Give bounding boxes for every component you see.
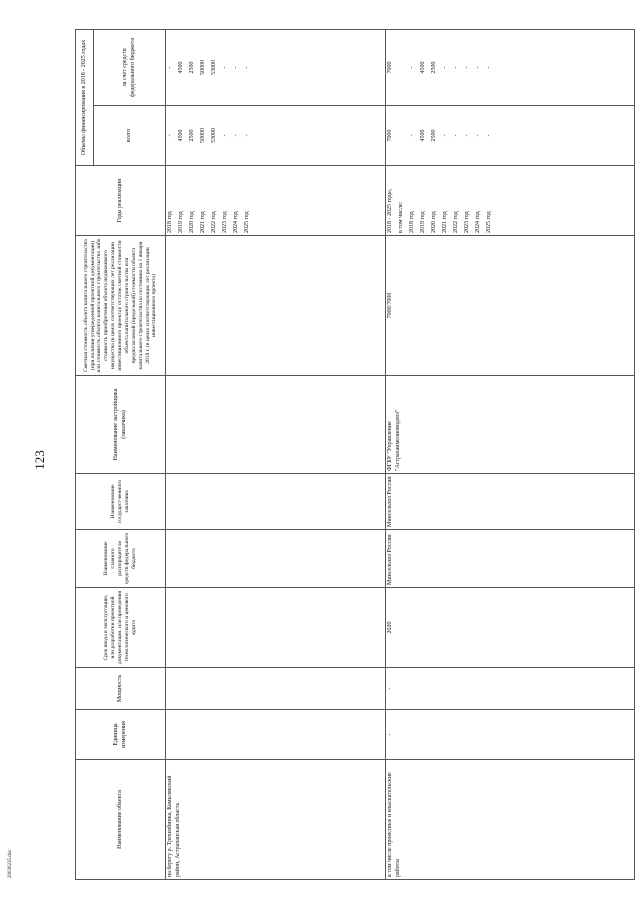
row2-federal: 7000 - 4500 2500 - - - - - — [386, 29, 635, 105]
rotated-table-stage — [75, 30, 635, 880]
row2-state-customer: Минсельхоз России — [386, 474, 635, 530]
row2-years: 2018 - 2025 годы, в том числе: 2018 год 2019 год 2020 год 2021 год 2022 год 2023 год 2024 год 2025 год — [386, 166, 635, 236]
row2-developer: ФГБУ "Управление "Астраханмелиоводхоз" — [386, 376, 635, 474]
row1-name: на берегу р. Трехизбинка, Камызякский район, Астраханская область — [166, 760, 386, 880]
header-estimated-cost: Сметная стоимость объекта капитального строительства (при наличии утвержденной проектной документации) или стоимость объекта капитального строительства либо стоимость приобретения объекта недвижимого имущества (в ценах соответствующих лет реализации инвестиционного проекта)/ остаток сметной стоимости объекта капитального строительства или предполагаемой (предельной) стоимости объекта капитального строительства по состоянию на 1 января 2018 г. (в ценах соответствующих лет реализации инвестиционного проекта) — [76, 236, 166, 376]
header-total: всего — [94, 106, 166, 166]
header-main-manager: Наименование главного распорядителя средств федерального бюджета — [76, 530, 166, 588]
row2-commissioning: 2020 — [386, 588, 635, 668]
row2-main-manager: Минсельхоз России — [386, 530, 635, 588]
header-capacity: Мощность — [76, 668, 166, 710]
investment-table — [75, 29, 635, 880]
header-years: Годы реализации — [76, 166, 166, 236]
header-financing: Объемы финансирования в 2018 - 2025 годах — [76, 29, 94, 165]
header-state-customer: Наименование государст-венного заказчика — [76, 474, 166, 530]
row1-years: 2018 год 2019 год 2020 год 2021 год 2022 год 2023 год 2024 год 2025 год — [166, 166, 386, 236]
header-name: Наименование объекта — [76, 760, 166, 880]
row2-capacity: - — [386, 668, 635, 710]
page-number: 123 — [31, 450, 47, 470]
row2-total: 7000 - 4500 2500 - - - - - — [386, 106, 635, 166]
header-commissioning: Срок ввода в эксплуатацию, или разработки проектной документации, или проведения технологического и ценового аудита — [76, 588, 166, 668]
header-developer: Наименование застройщика (заказчика) — [76, 376, 166, 474]
table-row — [386, 29, 635, 879]
row1-total: - 4500 2500 50000 53000 - - - — [166, 106, 386, 166]
row2-unit: - — [386, 710, 635, 760]
document-footer: 20030235.doc — [8, 849, 13, 878]
row1-federal: - 4500 2500 50000 53000 - - - — [166, 29, 386, 105]
table-row — [166, 29, 386, 879]
header-unit: Единица измерения — [76, 710, 166, 760]
row2-estimated-cost: 7000/7000 — [386, 236, 635, 376]
header-federal: за счет средств федерального бюджета — [94, 29, 166, 105]
row2-name: в том числе проектные и изыскательские работы — [386, 760, 635, 880]
